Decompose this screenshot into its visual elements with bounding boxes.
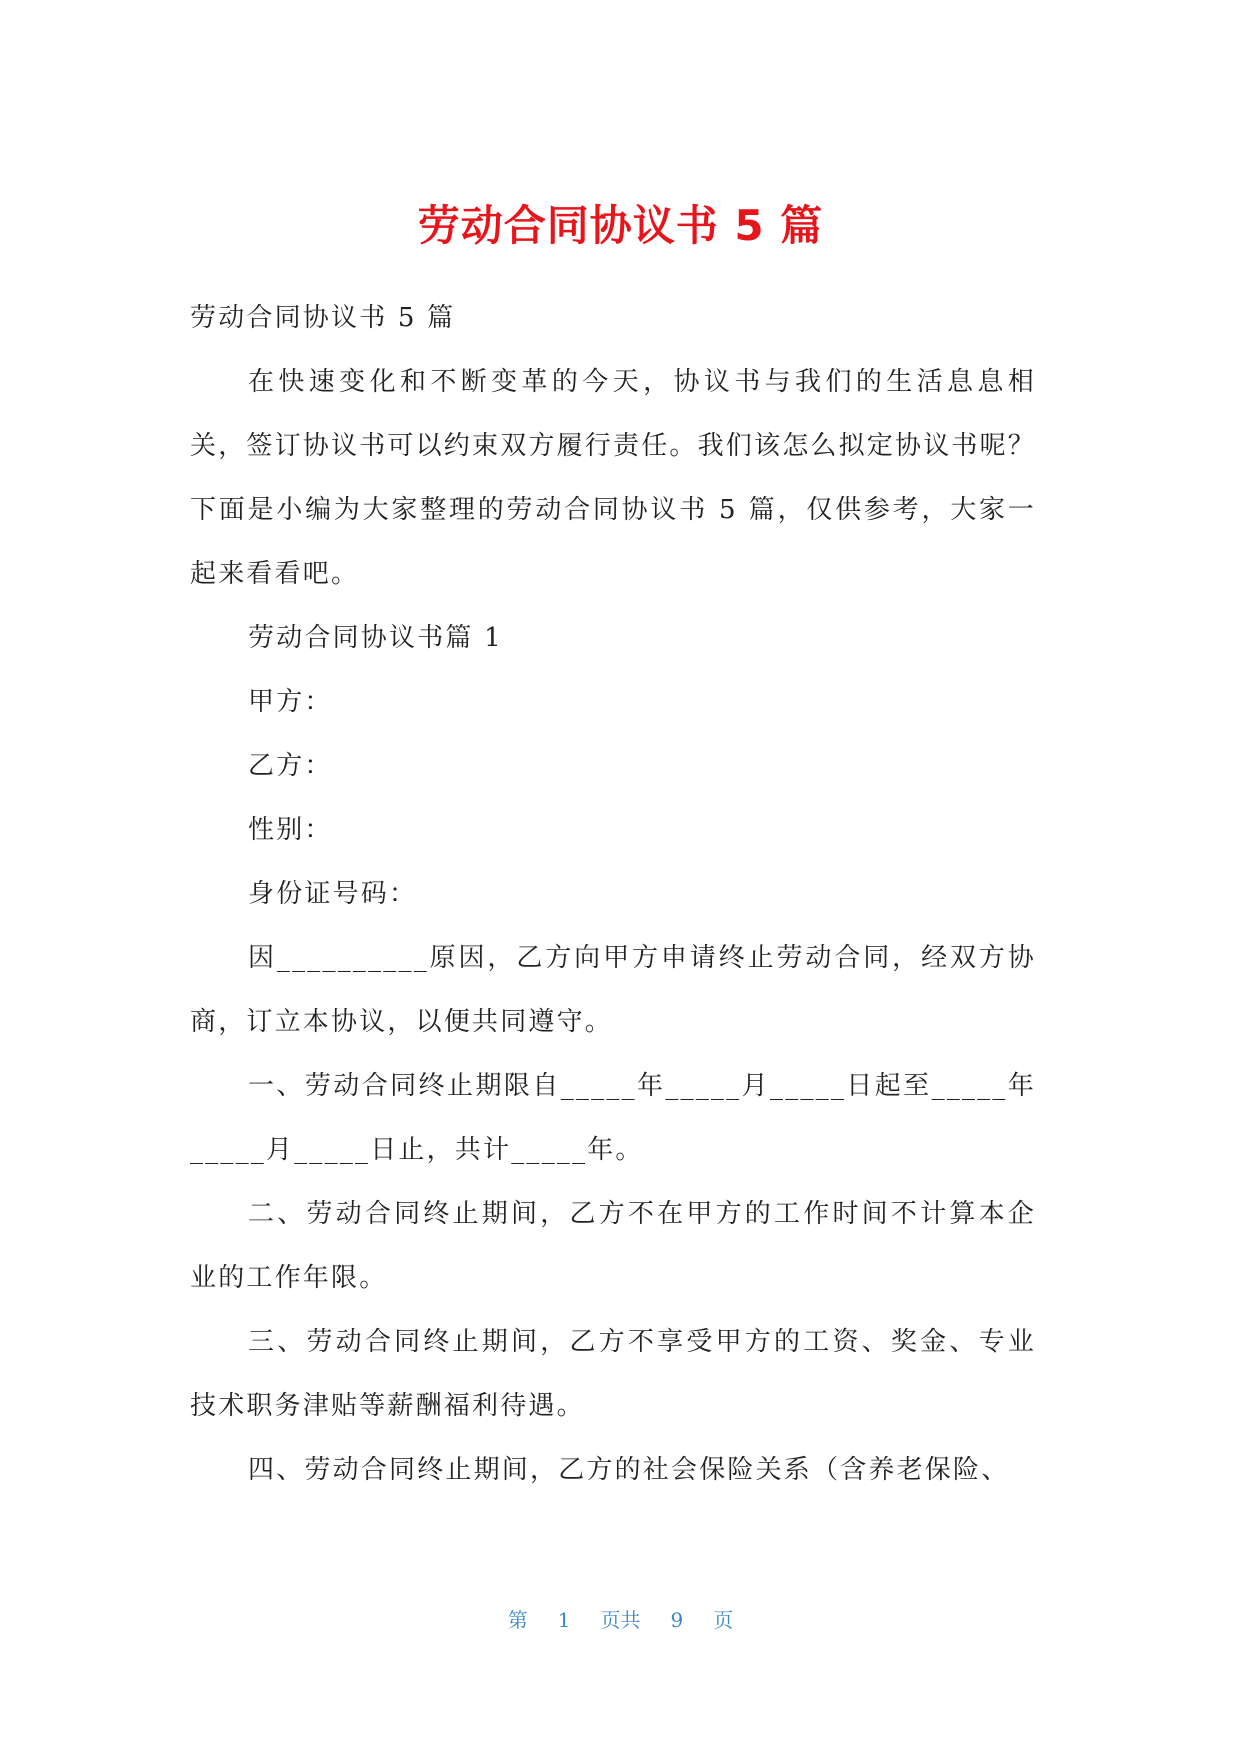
paragraph-party-b: 乙方： [248,751,333,781]
paragraph-reason: 因__________原因，乙方向甲方申请终止劳动合同，经双方协商，订立本协议，以便共同遵守。 [190,943,1036,1037]
paragraph-section-heading: 劳动合同协议书篇 1 [248,623,503,653]
paragraph-clause-2: 二、劳动合同终止期间，乙方不在甲方的工作时间不计算本企业的工作年限。 [190,1199,1036,1293]
paragraph-clause-4: 四、劳动合同终止期间，乙方的社会保险关系（含养老保险、 [248,1455,1010,1485]
paragraph-clause-1: 一、劳动合同终止期限自_____年_____月_____日起至_____年_____月_____日止，共计_____年。 [190,1071,1036,1165]
paragraph-party-a: 甲方： [248,687,333,717]
document-body [190,286,1036,1502]
paragraph-intro: 在快速变化和不断变革的今天，协议书与我们的生活息息相关，签订协议书可以约束双方履行责任。我们该怎么拟定协议书呢？下面是小编为大家整理的劳动合同协议书 5 篇，仅供参考，大家一起来看看吧。 [190,367,1037,589]
footer-mid: 页共 [600,1608,641,1632]
document-title: 劳动合同协议书 5 篇 [417,201,824,250]
paragraph-id-number: 身份证号码： [248,879,418,909]
paragraph-clause-3: 三、劳动合同终止期间，乙方不享受甲方的工资、奖金、专业技术职务津贴等薪酬福利待遇。 [190,1327,1036,1421]
footer-current-page: 1 [557,1608,571,1632]
footer-total-pages: 9 [670,1608,684,1632]
paragraph-gender: 性别： [248,815,333,845]
paragraph-subtitle: 劳动合同协议书 5 篇 [190,303,456,333]
page-footer [0,1605,1241,1635]
footer-suffix: 页 [713,1608,734,1632]
footer-prefix: 第 [507,1608,528,1632]
